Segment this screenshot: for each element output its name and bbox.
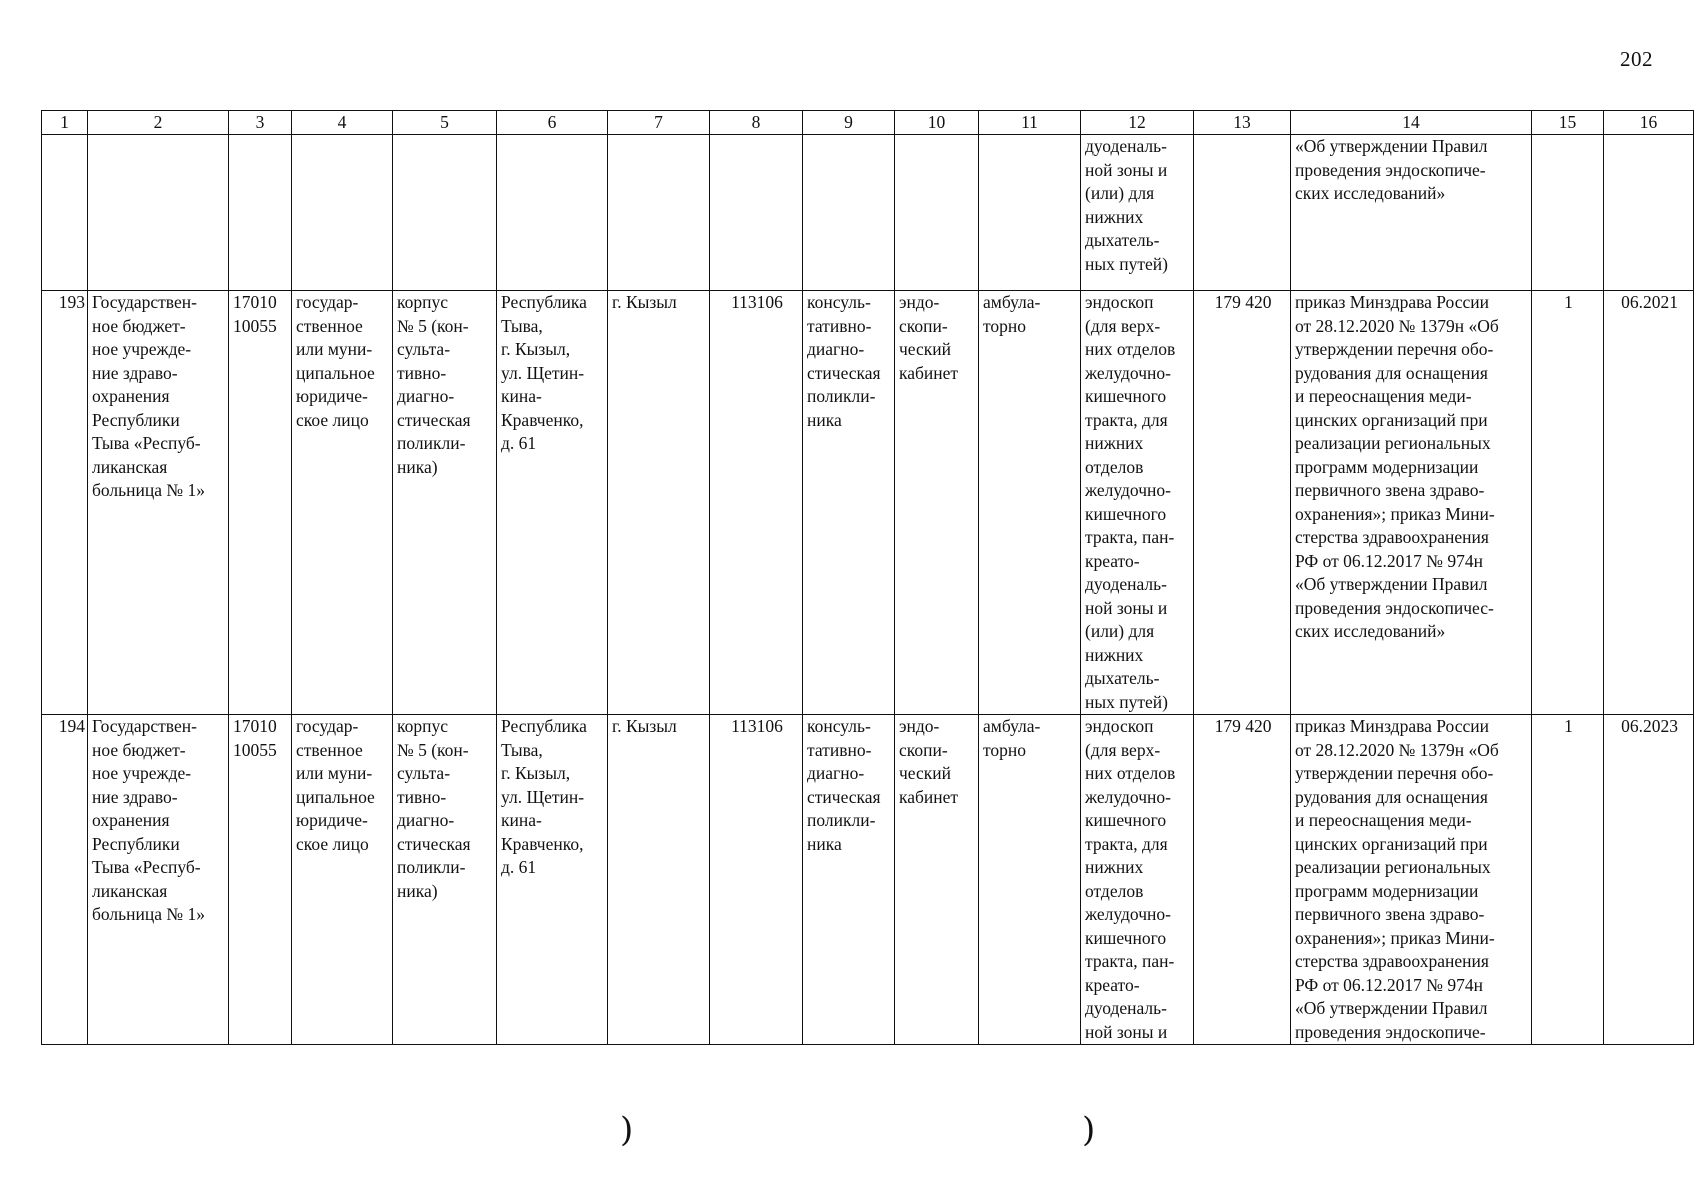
equipment-cell: дуоденаль- ной зоны и (или) для нижних дыхатель- ных путей) (1081, 135, 1194, 291)
building-cell: корпус № 5 (кон- сульта- тивно- диагно- стическая поликли- ника) (393, 291, 497, 715)
equipment-code-cell: 179 420 (1194, 291, 1291, 715)
header-cell: 12 (1081, 111, 1194, 135)
header-cell: 2 (88, 111, 229, 135)
header-cell: 16 (1604, 111, 1694, 135)
header-cell: 6 (497, 111, 608, 135)
header-cell: 8 (710, 111, 803, 135)
address-cell: Республика Тыва, г. Кызыл, ул. Щетин- кина- Кравченко, д. 61 (497, 291, 608, 715)
table-cell (1604, 135, 1694, 291)
date-cell: 06.2021 (1604, 291, 1694, 715)
id-cell: 113106 (710, 291, 803, 715)
header-cell: 13 (1194, 111, 1291, 135)
code-cell: 17010 10055 (229, 291, 292, 715)
table-row (42, 715, 1694, 1045)
mode-cell: амбула- торно (979, 291, 1081, 715)
table-cell (497, 135, 608, 291)
continuation-row (42, 135, 1694, 291)
scan-mark: ) (1082, 1110, 1096, 1150)
row-number-cell: 194 (42, 715, 88, 1045)
quantity-cell: 1 (1532, 715, 1604, 1045)
table-cell (710, 135, 803, 291)
table-cell (1532, 135, 1604, 291)
register-table (41, 110, 1694, 1045)
header-cell: 1 (42, 111, 88, 135)
header-cell: 11 (979, 111, 1081, 135)
legal-form-cell: государ- ственное или муни- ципальное юридиче- ское лицо (292, 715, 393, 1045)
table-cell (895, 135, 979, 291)
quantity-cell: 1 (1532, 291, 1604, 715)
table-cell (608, 135, 710, 291)
table-row (42, 291, 1694, 715)
header-cell: 7 (608, 111, 710, 135)
table-cell (1194, 135, 1291, 291)
table-cell (229, 135, 292, 291)
equipment-cell: эндоскоп (для верх- них отделов желудочно- кишечного тракта, для нижних отделов желудочно- кишечного тракта, пан- креато- дуоденаль- ной зоны и (1081, 715, 1194, 1045)
header-cell: 3 (229, 111, 292, 135)
page-number: 202 (1620, 47, 1653, 71)
header-cell: 10 (895, 111, 979, 135)
code-cell: 17010 10055 (229, 715, 292, 1045)
table-cell (292, 135, 393, 291)
legal-basis-cell: «Об утверждении Правил проведения эндоскопиче- ских исследований» (1291, 135, 1532, 291)
date-cell: 06.2023 (1604, 715, 1694, 1045)
organization-cell: Государствен- ное бюджет- ное учрежде- ние здраво- охранения Республики Тыва «Респуб- ликанская больница № 1» (88, 291, 229, 715)
table-cell (42, 135, 88, 291)
table-cell (803, 135, 895, 291)
city-cell: г. Кызыл (608, 715, 710, 1045)
equipment-cell: эндоскоп (для верх- них отделов желудочно- кишечного тракта, для нижних отделов желудочно- кишечного тракта, пан- креато- дуоденаль- ной зоны и (или) для нижних дыхатель- ных путей) (1081, 291, 1194, 715)
table-cell (979, 135, 1081, 291)
mode-cell: амбула- торно (979, 715, 1081, 1045)
header-cell: 15 (1532, 111, 1604, 135)
organization-cell: Государствен- ное бюджет- ное учрежде- ние здраво- охранения Республики Тыва «Респуб- ликанская больница № 1» (88, 715, 229, 1045)
scan-mark: ) (620, 1110, 634, 1150)
city-cell: г. Кызыл (608, 291, 710, 715)
room-cell: эндо- скопи- ческий кабинет (895, 715, 979, 1045)
unit-type-cell: консуль- тативно- диагно- стическая поликли- ника (803, 715, 895, 1045)
row-number-cell: 193 (42, 291, 88, 715)
header-cell: 4 (292, 111, 393, 135)
legal-basis-cell: приказ Минздрава России от 28.12.2020 № 1379н «Об утверждении перечня обо- рудования для оснащения и переоснащения меди- цинских организаций при реализации региональных программ модернизации первичного звена здраво- охранения»; приказ Мини- стерства здравоохранения РФ от 06.12.2017 № 974н «Об утверждении Правил проведения эндоскопиче- (1291, 715, 1532, 1045)
header-cell: 9 (803, 111, 895, 135)
header-cell: 14 (1291, 111, 1532, 135)
building-cell: корпус № 5 (кон- сульта- тивно- диагно- стическая поликли- ника) (393, 715, 497, 1045)
table-cell (88, 135, 229, 291)
legal-basis-cell: приказ Минздрава России от 28.12.2020 № 1379н «Об утверждении перечня обо- рудования для оснащения и переоснащения меди- цинских организаций при реализации региональных программ модернизации первичного звена здраво- охранения»; приказ Мини- стерства здравоохранения РФ от 06.12.2017 № 974н «Об утверждении Правил проведения эндоскопичес- ских исследований» (1291, 291, 1532, 715)
address-cell: Республика Тыва, г. Кызыл, ул. Щетин- кина- Кравченко, д. 61 (497, 715, 608, 1045)
room-cell: эндо- скопи- ческий кабинет (895, 291, 979, 715)
legal-form-cell: государ- ственное или муни- ципальное юридиче- ское лицо (292, 291, 393, 715)
equipment-code-cell: 179 420 (1194, 715, 1291, 1045)
id-cell: 113106 (710, 715, 803, 1045)
header-row (42, 111, 1694, 135)
header-cell: 5 (393, 111, 497, 135)
unit-type-cell: консуль- тативно- диагно- стическая поликли- ника (803, 291, 895, 715)
table-cell (393, 135, 497, 291)
